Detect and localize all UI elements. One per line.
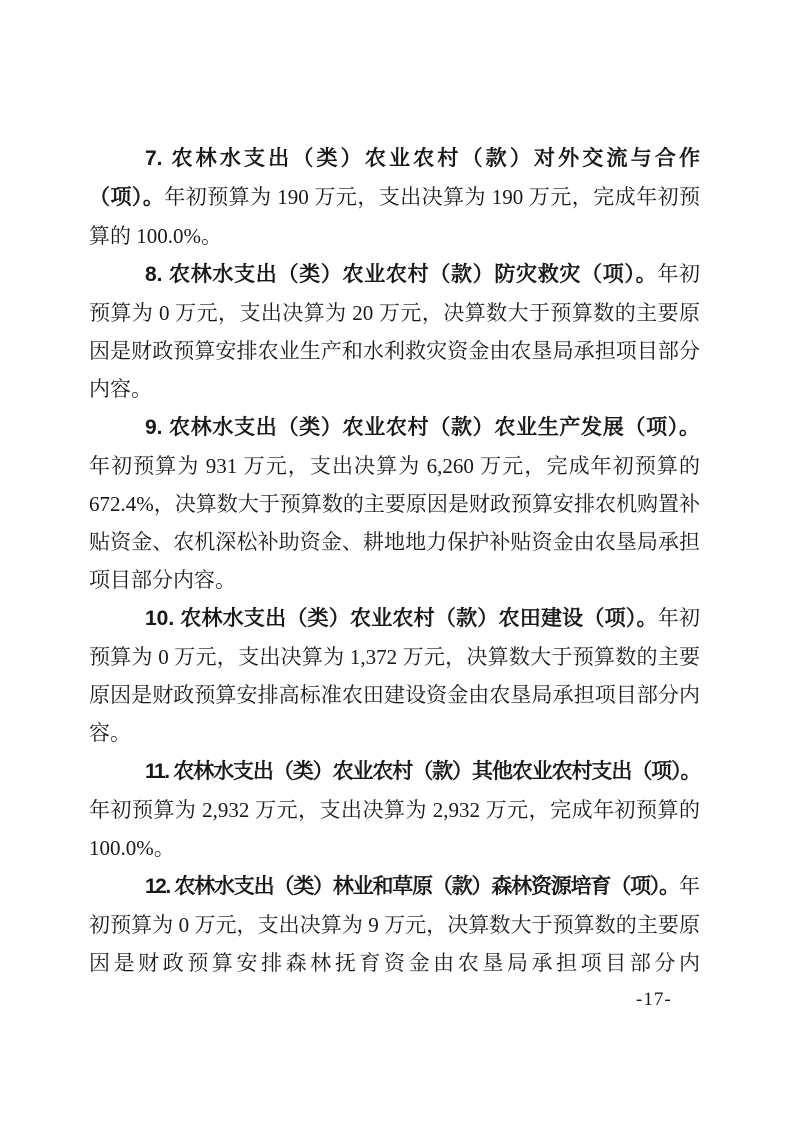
paragraph-7-heading: 7. 农林水支出（类）农业农村（款）对外交流与合作（项）。	[89, 147, 700, 209]
paragraph-11-text: 年初预算为 2,932 万元，支出决算为 2,932 万元，完成年初预算的 100.0%。	[89, 798, 700, 860]
paragraph-11-heading: 11. 农林水支出（类）农业农村（款）其他农业农村支出（项）。	[145, 760, 700, 783]
paragraph-9-heading: 9. 农林水支出（类）农业农村（款）农业生产发展（项）。	[145, 416, 700, 439]
paragraph-item-12	[89, 867, 700, 982]
paragraph-item-11	[89, 752, 700, 867]
paragraph-8-text: 年初预算为 0 万元，支出决算为 20 万元，决算数大于预算数的主要原因是财政预算安排农业生产和水利救灾资金由农垦局承担项目部分内容。	[89, 262, 700, 401]
paragraph-9-text: 年初预算为 931 万元，支出决算为 6,260 万元，完成年初预算的 672.4%，决算数大于预算数的主要原因是财政预算安排农机购置补贴资金、农机深松补助资金、耕地地力保护补贴资金由农垦局承担项目部分内容。	[89, 454, 700, 592]
paragraph-8-heading: 8. 农林水支出（类）农业农村（款）防灾救灾（项）。	[145, 263, 658, 286]
paragraph-item-10	[89, 599, 700, 752]
document-body	[89, 139, 700, 982]
paragraph-12-heading: 12. 农林水支出（类）林业和草原（款）森林资源培育（项）。	[145, 875, 679, 898]
paragraph-item-8	[89, 255, 700, 408]
paragraph-10-text: 年初预算为 0 万元，支出决算为 1,372 万元，决算数大于预算数的主要原因是财政预算安排高标准农田建设资金由农垦局承担项目部分内容。	[89, 606, 700, 745]
paragraph-10-heading: 10. 农林水支出（类）农业农村（款）农田建设（项）。	[145, 607, 658, 630]
paragraph-item-7	[89, 139, 700, 255]
paragraph-item-9	[89, 408, 700, 599]
paragraph-7-text: 年初预算为 190 万元，支出决算为 190 万元，完成年初预算的 100.0%。	[89, 185, 701, 248]
paragraph-12-text: 年初预算为 0 万元，支出决算为 9 万元，决算数大于预算数的主要原因是财政预算安排森林抚育资金由农垦局承担项目部分内	[89, 874, 700, 975]
page-number: -17-	[636, 989, 672, 1010]
